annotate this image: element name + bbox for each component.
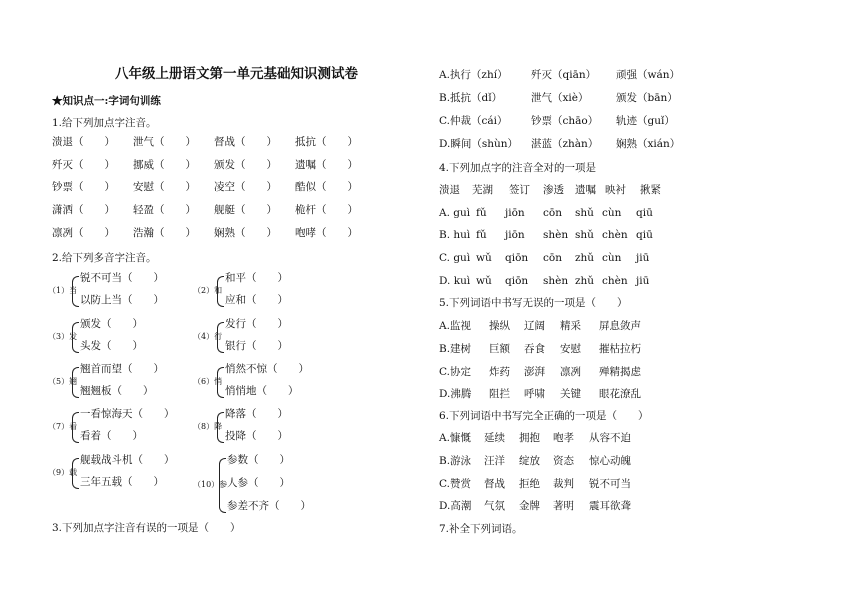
brace — [217, 367, 224, 398]
option-item: D. kuì — [439, 275, 471, 287]
pinyin-item: 歼灭（ ） — [52, 159, 115, 171]
brace — [217, 322, 224, 353]
option-item: 殚精揭虑 — [599, 366, 641, 378]
option-item: 裁判 — [553, 478, 574, 490]
option-item: 凛冽 — [560, 366, 581, 378]
pinyin-item: 凌空（ ） — [214, 181, 277, 193]
option-item: jiōn — [505, 207, 525, 219]
option-item: jiū — [636, 252, 650, 264]
brace — [217, 276, 224, 307]
polyphone-item: 投降（ ） — [225, 430, 288, 442]
pinyin-item: 轻盈（ ） — [133, 204, 196, 216]
option-item: cōn — [543, 252, 562, 264]
option-item: C.仲裁（cái） — [439, 115, 508, 127]
polyphone-number: （7）看 — [48, 421, 78, 431]
polyphone-item: 一看惊海天（ ） — [80, 408, 175, 420]
pinyin-item: 遗嘱（ ） — [295, 159, 358, 171]
pinyin-item: 舰艇（ ） — [214, 204, 277, 216]
polyphone-number: （8）降 — [193, 421, 223, 431]
polyphone-number: （6）悄 — [193, 376, 223, 386]
option-item: 延续 — [484, 432, 505, 444]
option-item: 操纵 — [489, 320, 510, 332]
polyphone-item: 和平（ ） — [225, 272, 288, 284]
option-item: chèn — [602, 229, 628, 241]
option-item: 摧枯拉朽 — [599, 343, 641, 355]
option-item: A.监视 — [439, 320, 471, 332]
option-item: qiōn — [505, 275, 529, 287]
pinyin-item: 娴熟（ ） — [214, 227, 277, 239]
brace — [217, 412, 224, 443]
option-item: D.沸腾 — [439, 388, 472, 400]
polyphone-number: （10）参 — [193, 479, 228, 489]
option-item: qiōn — [505, 252, 529, 264]
question-5-label: 5.下列词语中书写无误的一项是（ ） — [439, 297, 628, 309]
pinyin-item: 咆哮（ ） — [295, 227, 358, 239]
pinyin-item: 安慰（ ） — [133, 181, 196, 193]
option-item: qiū — [636, 229, 653, 241]
polyphone-item: 以防上当（ ） — [80, 294, 164, 306]
pinyin-item: 泄气（ ） — [133, 136, 196, 148]
polyphone-item: 翘首而望（ ） — [80, 363, 164, 375]
polyphone-number: （1）当 — [48, 285, 78, 295]
polyphone-item: 降落（ ） — [225, 408, 288, 420]
option-item: 湛蓝（zhàn） — [531, 138, 599, 150]
option-item: 顽强（wán） — [616, 69, 681, 81]
page-title: 八年级上册语文第一单元基础知识测试卷 — [115, 66, 358, 82]
brace — [72, 367, 79, 398]
polyphone-number: （5）翘 — [48, 376, 78, 386]
polyphone-item: 三年五载（ ） — [80, 476, 164, 488]
polyphone-item: 参数（ ） — [227, 454, 290, 466]
word-item: 揪紧 — [640, 184, 661, 196]
option-item: 惊心动魄 — [589, 455, 631, 467]
polyphone-number: （4）行 — [193, 331, 223, 341]
option-item: 精采 — [560, 320, 581, 332]
polyphone-item: 人参（ ） — [227, 477, 290, 489]
option-item: 澎湃 — [524, 366, 545, 378]
pinyin-item: 桅杆（ ） — [295, 204, 358, 216]
option-item: A.执行（zhí） — [439, 69, 508, 81]
option-item: B.游泳 — [439, 455, 472, 467]
option-item: 资态 — [553, 455, 574, 467]
polyphone-item: 舰载战斗机（ ） — [80, 454, 175, 466]
polyphone-item: 应和（ ） — [225, 294, 288, 306]
option-item: cùn — [602, 252, 622, 264]
option-item: jiū — [636, 275, 650, 287]
option-item: shǔ — [575, 229, 594, 241]
option-item: B.抵抗（dǐ） — [439, 92, 503, 104]
polyphone-item: 看着（ ） — [80, 430, 143, 442]
option-item: zhǔ — [575, 252, 595, 264]
pinyin-item: 颁发（ ） — [214, 159, 277, 171]
pinyin-item: 挪威（ ） — [133, 159, 196, 171]
brace — [219, 458, 226, 513]
brace — [72, 276, 79, 307]
option-item: chèn — [602, 275, 628, 287]
polyphone-item: 悄悄地（ ） — [225, 385, 299, 397]
option-item: 绽放 — [519, 455, 540, 467]
question-4-label: 4.下列加点字的注音全对的一项是 — [439, 162, 597, 174]
option-item: A.慷慨 — [439, 432, 471, 444]
question-1-label: 1.给下列加点字注音。 — [52, 117, 157, 129]
brace — [72, 458, 79, 489]
option-item: 歼灭（qiān） — [531, 69, 597, 81]
option-item: 钞票（chāo） — [531, 115, 599, 127]
option-item: B. huì — [439, 229, 471, 241]
option-item: 吞食 — [524, 343, 545, 355]
option-item: 呼啸 — [524, 388, 545, 400]
word-item: 签订 — [509, 184, 530, 196]
pinyin-item: 钞票（ ） — [52, 181, 115, 193]
option-item: C. guì — [439, 252, 471, 264]
option-item: D.高潮 — [439, 500, 472, 512]
option-item: 拥抱 — [519, 432, 540, 444]
option-item: cōn — [543, 207, 562, 219]
option-item: 著明 — [553, 500, 574, 512]
option-item: shèn — [543, 275, 569, 287]
polyphone-item: 悄然不惊（ ） — [225, 363, 309, 375]
option-item: 眼花潦乱 — [599, 388, 641, 400]
option-item: fǔ — [476, 229, 487, 241]
option-item: 炸药 — [489, 366, 510, 378]
pinyin-item: 凛冽（ ） — [52, 227, 115, 239]
option-item: C.协定 — [439, 366, 471, 378]
brace — [72, 322, 79, 353]
pinyin-item: 酷似（ ） — [295, 181, 358, 193]
polyphone-item: 颁发（ ） — [80, 318, 143, 330]
word-item: 遗嘱 — [575, 184, 596, 196]
polyphone-number: （3）发 — [48, 331, 78, 341]
word-item: 渗透 — [543, 184, 564, 196]
option-item: jiōn — [505, 229, 525, 241]
option-item: 颁发（bān） — [616, 92, 678, 104]
polyphone-number: （9）载 — [48, 467, 78, 477]
question-6-label: 6.下列词语中书写完全正确的一项是（ ） — [439, 410, 649, 422]
word-item: 溃退 — [439, 184, 460, 196]
polyphone-item: 银行（ ） — [225, 340, 288, 352]
polyphone-item: 参差不齐（ ） — [227, 500, 311, 512]
option-item: 督战 — [484, 478, 505, 490]
option-item: shǔ — [575, 207, 594, 219]
option-item: 气氛 — [484, 500, 505, 512]
polyphone-number: （2）和 — [193, 285, 223, 295]
pinyin-item: 督战（ ） — [214, 136, 277, 148]
polyphone-item: 翘翘板（ ） — [80, 385, 154, 397]
option-item: 从容不迫 — [589, 432, 631, 444]
brace — [72, 412, 79, 443]
polyphone-item: 锐不可当（ ） — [80, 272, 164, 284]
option-item: fǔ — [476, 207, 487, 219]
question-3-label: 3.下列加点字注音有误的一项是（ ） — [52, 522, 241, 534]
option-item: zhǔ — [575, 275, 595, 287]
option-item: 轨迹（guǐ） — [616, 115, 675, 127]
option-item: wǔ — [476, 275, 492, 287]
option-item: D.瞬间（shùn） — [439, 138, 519, 150]
option-item: 辽阔 — [524, 320, 545, 332]
option-item: 屏息敛声 — [599, 320, 641, 332]
option-item: 关键 — [560, 388, 581, 400]
option-item: 咆孝 — [553, 432, 574, 444]
question-2-label: 2.给下列多音字注音。 — [52, 252, 157, 264]
option-item: 阻拦 — [489, 388, 510, 400]
option-item: qiū — [636, 207, 653, 219]
word-item: 映衬 — [605, 184, 626, 196]
question-7-label: 7.补全下列词语。 — [439, 523, 523, 535]
option-item: 安慰 — [560, 343, 581, 355]
section-heading: ★知识点一:字词句训练 — [52, 95, 161, 107]
option-item: C.赞赏 — [439, 478, 471, 490]
polyphone-item: 发行（ ） — [225, 318, 288, 330]
option-item: wǔ — [476, 252, 492, 264]
option-item: 娴熟（xián） — [616, 138, 681, 150]
option-item: shèn — [543, 229, 569, 241]
option-item: 锐不可当 — [589, 478, 631, 490]
pinyin-item: 溃退（ ） — [52, 136, 115, 148]
option-item: 巨额 — [489, 343, 510, 355]
option-item: B.建树 — [439, 343, 472, 355]
pinyin-item: 抵抗（ ） — [295, 136, 358, 148]
option-item: A. guì — [439, 207, 471, 219]
polyphone-item: 头发（ ） — [80, 340, 143, 352]
pinyin-item: 潇洒（ ） — [52, 204, 115, 216]
option-item: 泄气（xiè） — [531, 92, 589, 104]
option-item: 震耳欲聋 — [589, 500, 631, 512]
option-item: 汪洋 — [484, 455, 505, 467]
option-item: 金牌 — [519, 500, 540, 512]
option-item: cùn — [602, 207, 622, 219]
word-item: 芜湖 — [472, 184, 493, 196]
option-item: 拒绝 — [519, 478, 540, 490]
pinyin-item: 浩瀚（ ） — [133, 227, 196, 239]
